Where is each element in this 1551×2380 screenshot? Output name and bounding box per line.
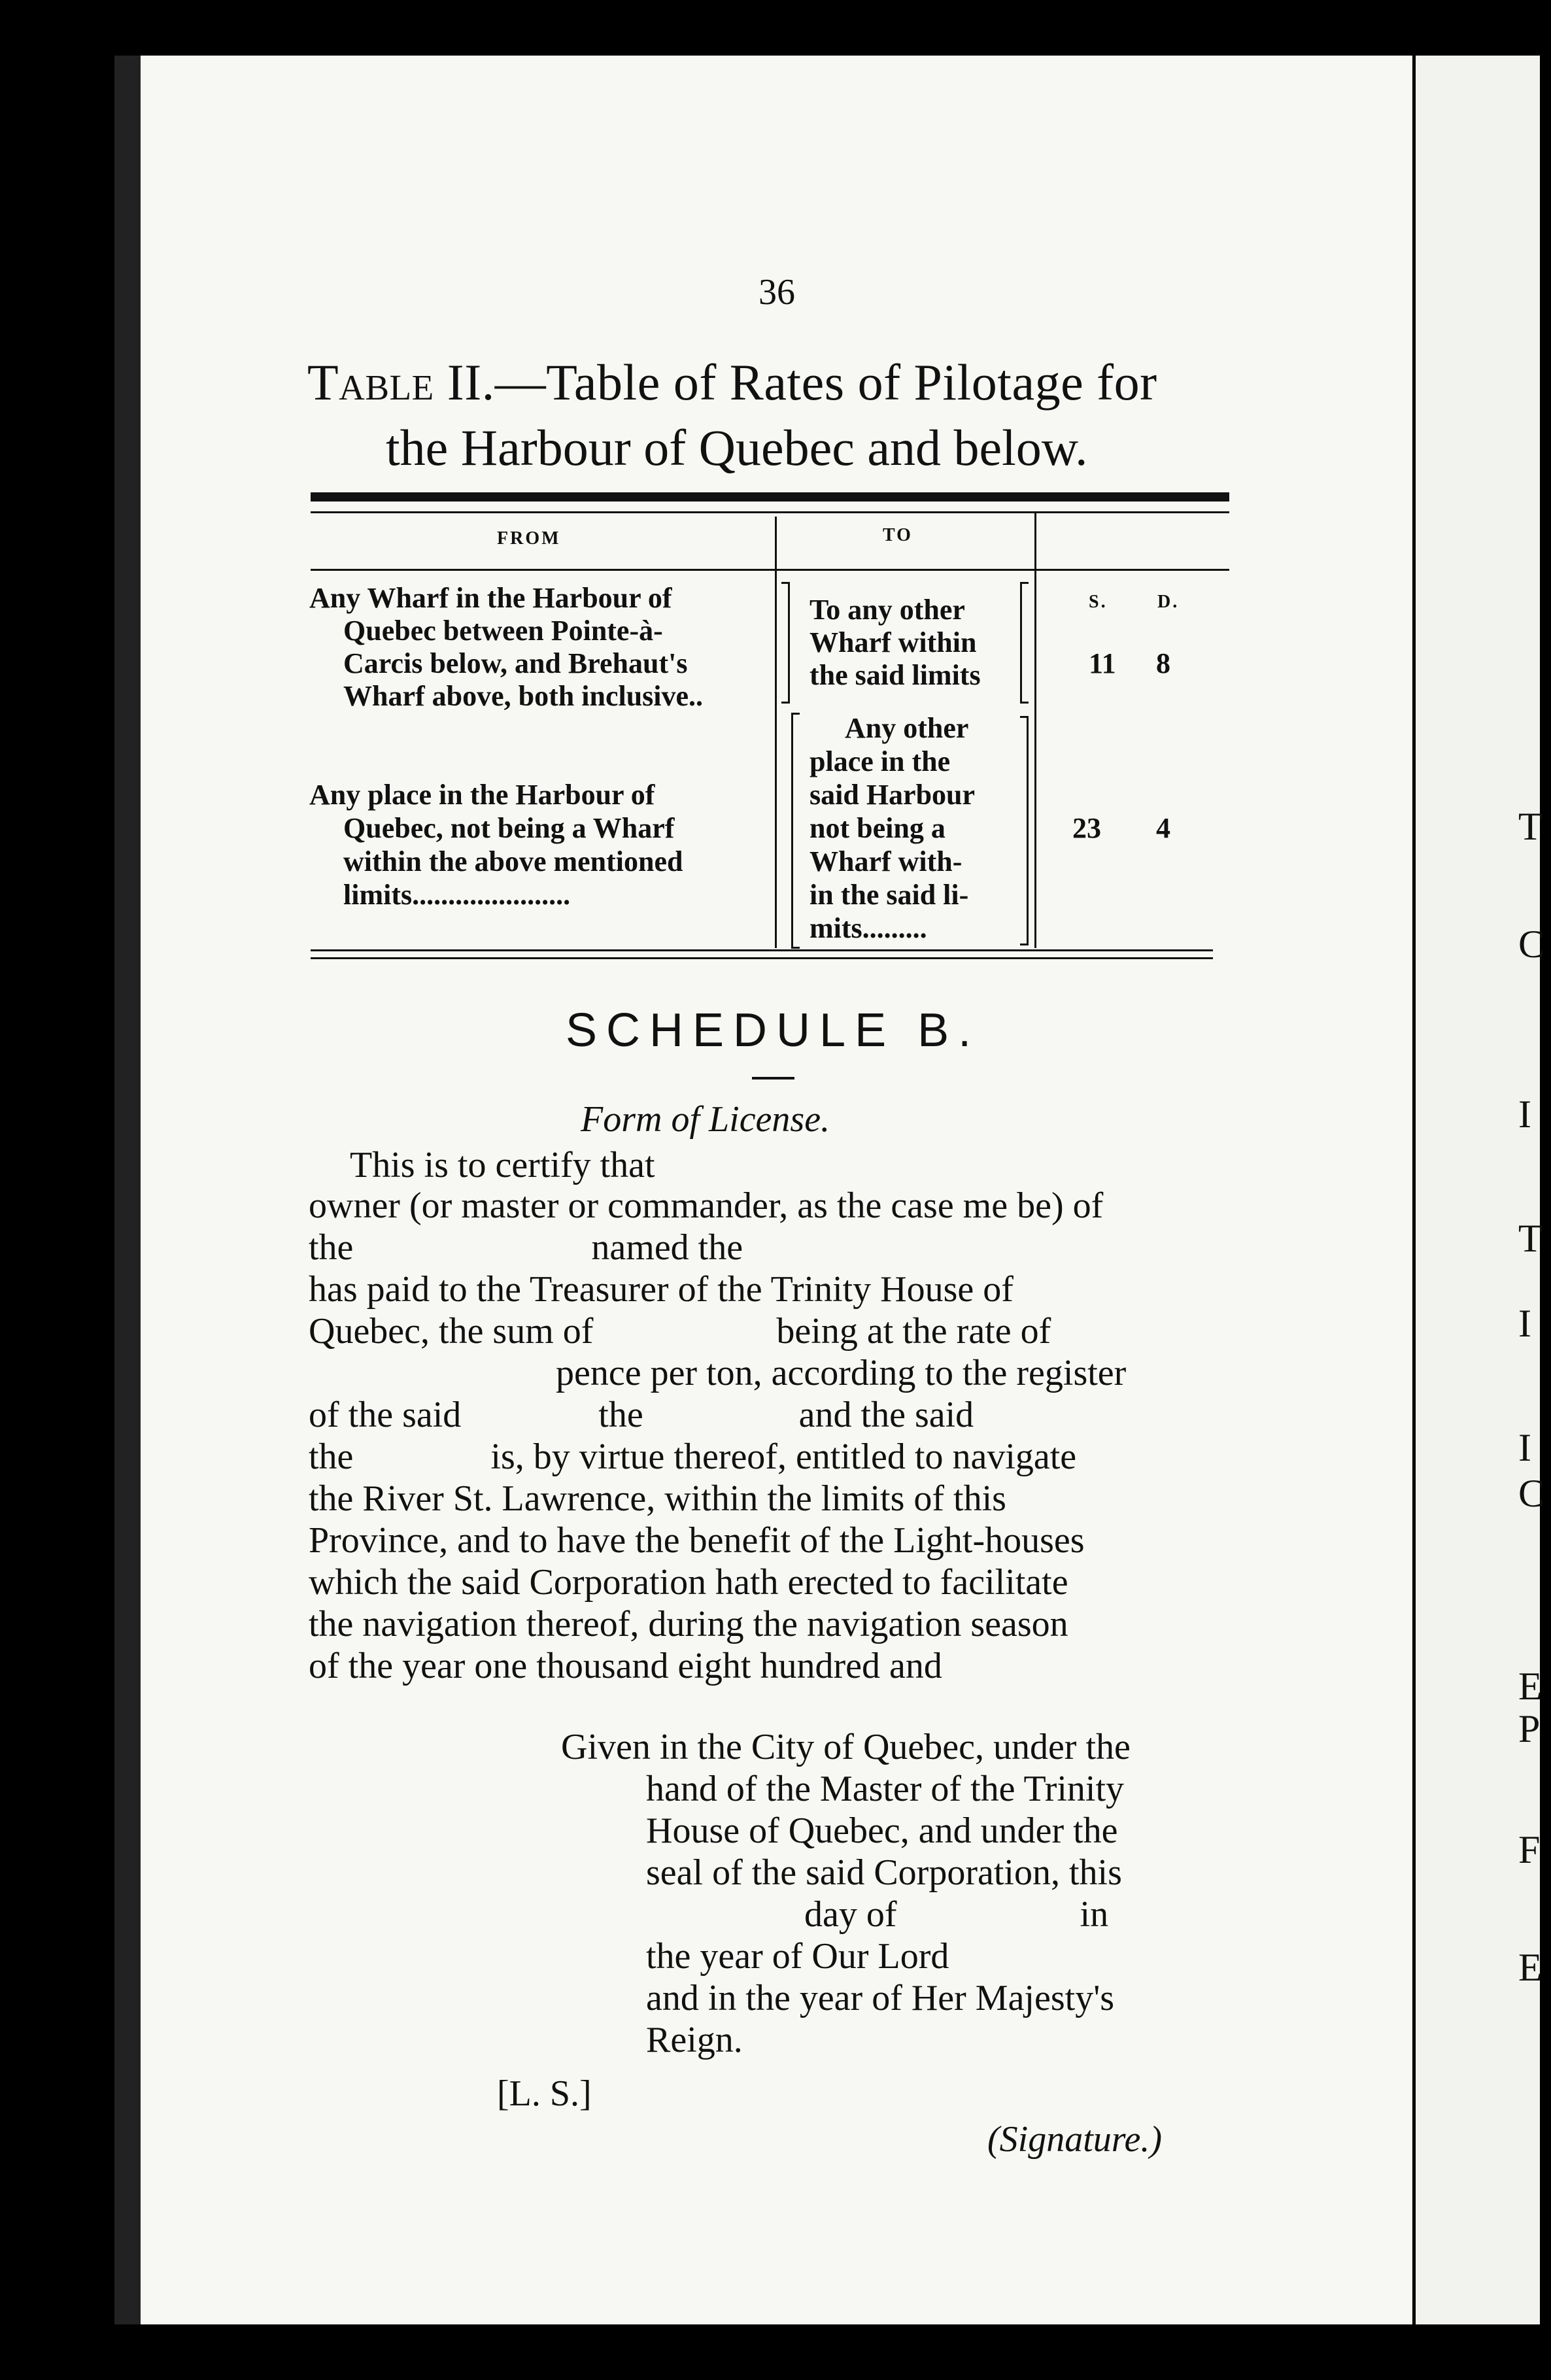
row2-shillings: 23 [1072,812,1101,844]
given-line: day of in [804,1894,1109,1935]
edge-letter: P [1518,1707,1541,1750]
row1-pence: 8 [1156,647,1170,679]
brace [781,582,790,704]
license-line: which the said Corporation hath erected to facilitate [309,1562,1068,1603]
row1-to-line: Wharf within [810,626,977,658]
license-line: Province, and to have the benefit of the Light-houses [309,1520,1085,1561]
row2-from-line: Any place in the Harbour of [309,779,655,811]
page-number: 36 [758,272,795,313]
form-title: Form of License. [581,1099,830,1140]
given-line: Given in the City of Quebec, under the [561,1727,1131,1767]
license-line: This is to certify that [350,1145,655,1185]
license-line: pence per ton, according to the register [556,1353,1127,1393]
header-rule [311,569,1229,571]
given-line: seal of the said Corporation, this [646,1852,1122,1893]
header-pence: D. [1157,592,1180,612]
row2-to-line: place in the [810,745,951,777]
row1-to-line: the said limits [810,659,981,691]
table-title [307,353,1157,412]
row2-from-line: limits...................... [343,879,571,911]
signature: (Signature.) [987,2119,1162,2160]
row2-to-line: Any other [845,712,969,744]
row1-from-line: Wharf above, both inclusive.. [343,680,704,712]
license-line: of the year one thousand eight hundred and [309,1646,942,1686]
row1-from-line: Quebec between Pointe-à- [343,615,663,647]
license-line: has paid to the Treasurer of the Trinity House of [309,1269,1014,1310]
column-divider [1034,513,1036,948]
license-line: the River St. Lawrence, within the limits of this [309,1478,1006,1519]
license-line: the is, by virtue thereof, entitled to navigate [309,1436,1077,1477]
row1-from-line: Carcis below, and Brehaut's [343,647,688,679]
edge-letter: I [1518,1093,1531,1136]
given-line: Reign. [646,2020,743,2060]
brace [791,713,800,949]
brace [1020,716,1029,945]
edge-letter: T [1518,805,1542,848]
header-to: TO [883,525,913,545]
row1-to-line: To any other [810,594,965,626]
edge-letter: C [1518,923,1545,966]
table-label: Table [307,354,434,411]
given-line: House of Quebec, and under the [646,1810,1118,1851]
row2-from-line: within the above mentioned [343,845,683,877]
table-bottom-rule [311,949,1213,951]
table-top-rule [311,492,1229,502]
row2-to-line: not being a [810,812,946,844]
page-gutter [114,56,141,2324]
edge-letter: F [1518,1828,1541,1871]
row2-to-line: mits......... [810,912,927,944]
edge-letter: C [1518,1472,1545,1515]
row2-to-line: said Harbour [810,779,976,811]
title-line2: the Harbour of Quebec and below. [386,419,1088,476]
row1-from-line: Any Wharf in the Harbour of [309,582,672,614]
row2-to-line: in the said li- [810,879,969,911]
license-line: Quebec, the sum of being at the rate of [309,1311,1051,1352]
table-bottom-rule [311,957,1213,959]
table-top-rule-thin [311,511,1229,513]
license-line: the navigation thereof, during the navigation season [309,1604,1068,1644]
given-line: and in the year of Her Majesty's [646,1978,1115,2018]
title-line1: —Table of Rates of Pilotage for [494,354,1157,411]
edge-letter: E [1518,1665,1542,1708]
edge-letter: I [1518,1426,1531,1469]
edge-letter: T [1518,1217,1542,1260]
column-divider [775,517,777,948]
row2-to-line: Wharf with- [810,845,963,877]
edge-letter: I [1518,1302,1531,1345]
header-shillings: S. [1089,592,1108,612]
row2-from-line: Quebec, not being a Wharf [343,812,675,844]
short-rule [752,1077,794,1080]
header-from: FROM [497,528,561,549]
license-line: owner (or master or commander, as the case me be) of [309,1185,1104,1226]
edge-letter: E [1518,1946,1542,1989]
table-number: II. [447,354,495,411]
brace [1020,582,1029,704]
given-line: the year of Our Lord [646,1936,949,1977]
schedule-heading: SCHEDULE B. [566,1004,981,1057]
row1-shillings: 11 [1089,647,1116,679]
license-line: of the said the and the said [309,1395,974,1435]
seal-mark: [L. S.] [497,2073,592,2114]
given-line: hand of the Master of the Trinity [646,1769,1125,1809]
row2-pence: 4 [1156,812,1170,844]
license-line: the named the [309,1227,743,1268]
